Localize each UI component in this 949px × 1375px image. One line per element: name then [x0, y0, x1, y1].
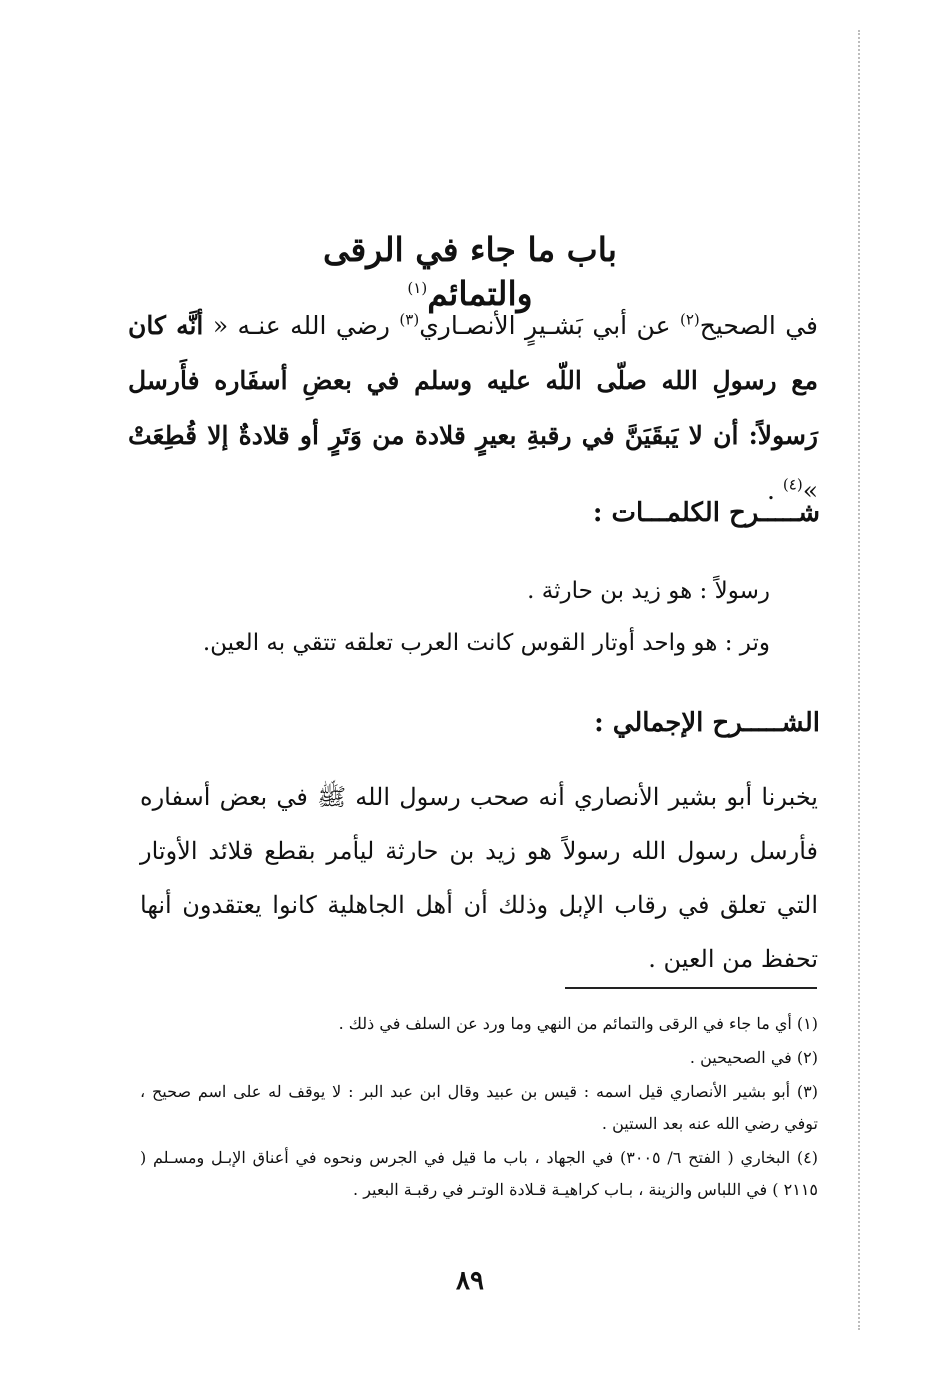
footnote-ref-4: (٤) — [782, 475, 803, 494]
hadith-end: . — [767, 476, 775, 505]
footnote-ref-1: (١) — [407, 279, 428, 297]
footnote-ref-3: (٣) — [399, 310, 420, 329]
binding-dots — [858, 30, 860, 1330]
vocab-item: وتر : هو واحد أوتار القوس كانت العرب تعلقه تتقي به العين. — [202, 630, 770, 656]
summary-heading: الشـــــرح الإجمالي : — [594, 708, 820, 738]
vocab-item: رسولاً : هو زيد بن حارثة . — [527, 578, 770, 604]
footnotes — [140, 1008, 818, 1208]
vocab-heading: شـــــرح الكلمـــات : — [592, 498, 820, 528]
hadith-paragraph — [128, 298, 818, 518]
page-number: ٨٩ — [456, 1266, 484, 1296]
hadith-narrator: عن أبي بَشـيرٍ الأنصـاري — [419, 311, 671, 340]
footnote-item: (٣) أبو بشير الأنصاري قيل اسمه : قيس بن عبيد وقال ابن عبد البر : لا يوقف له على اسم صحيح ، توفي رضي الله عنه بعد الستين . — [140, 1082, 819, 1133]
footnote-item: (١) أي ما جاء في الرقى والتمائم من النهي وما ورد عن السلف في ذلك . — [338, 1014, 818, 1033]
chapter-title-text: باب ما جاء في الرقى والتمائم — [323, 230, 617, 313]
footnote-divider — [565, 987, 817, 989]
footnote-item: (٢) في الصحيحين . — [689, 1048, 818, 1067]
hadith-quote-close: » — [802, 476, 818, 505]
summary-paragraph: يخبرنا أبو بشير الأنصاري أنه صحب رسول الله ﷺ في بعض أسفاره فأرسل رسول الله رسولاً هو زيد بن حارثة ليأمر بقطع قلائد الأوتار التي تعلق في رقاب الإبل وذلك أن أهل الجاهلية كانوا يعتقدون أنها تحفظ من العين . — [140, 783, 818, 973]
vocab-list — [120, 565, 820, 669]
hadith-quote: أنَّه كان مع رسولِ الله صلّى اللّه عليه وسلم في بعضِ أسفَاره فأَرسل رَسولاً: أن لا يَبقَيَنَّ في رقبةِ بعيرٍ قلادة من وَتَرٍ أو قلادةٌ إلا قُطِعَتْ — [128, 311, 818, 450]
hadith-intro: في الصحيح — [699, 311, 819, 340]
hadith-honorific: رضي الله عنـه « — [212, 311, 390, 340]
footnote-item: (٤) البخاري ( الفتح ٦/ ٣٠٠٥) في الجهاد ، باب ما قيل في الجرس ونحوه في أعناق الإبـل ومسـلم ( ٢١١٥ ) في اللباس والزينة ، بـاب كراهيـة قـلادة الوتـر في رقبـة البعير . — [140, 1148, 819, 1199]
footnote-ref-2: (٢) — [679, 310, 700, 329]
